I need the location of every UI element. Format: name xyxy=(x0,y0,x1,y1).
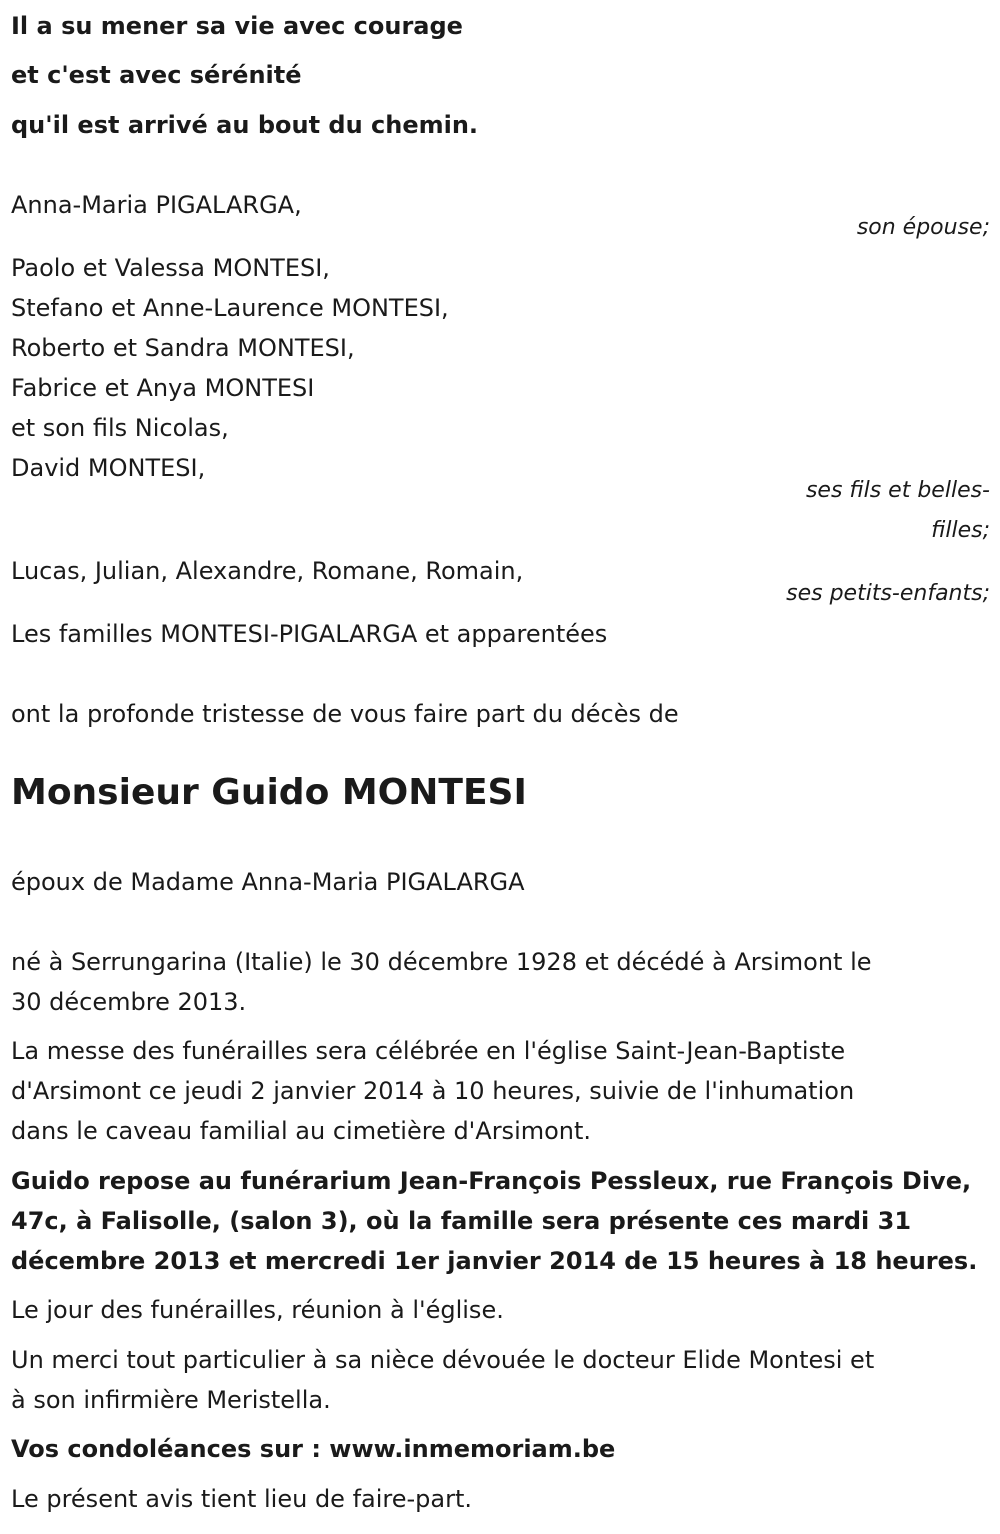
funeral-line-1: La messe des funérailles sera célébrée en l'église Saint-Jean-Baptiste xyxy=(11,1037,846,1065)
meeting-line: Le jour des funérailles, réunion à l'église. xyxy=(11,1296,504,1324)
child-line-3: Roberto et Sandra MONTESI, xyxy=(11,334,355,362)
birth-death-line-2: 30 décembre 2013. xyxy=(11,988,247,1016)
visitation-line-1: Guido repose au funérarium Jean-François Pessleux, rue François Dive, xyxy=(11,1167,972,1195)
child-line-6: David MONTESI, xyxy=(11,454,206,482)
announcement: ont la profonde tristesse de vous faire part du décès de xyxy=(11,700,679,728)
condolences-line: Vos condoléances sur : www.inmemoriam.be xyxy=(11,1435,616,1463)
child-line-1: Paolo et Valessa MONTESI, xyxy=(11,254,330,282)
spouse-name: Anna-Maria PIGALARGA, xyxy=(11,191,302,219)
grandchildren-role: ses petits-enfants; xyxy=(786,581,990,606)
child-line-2: Stefano et Anne-Laurence MONTESI, xyxy=(11,294,449,322)
birth-death-line-1: né à Serrungarina (Italie) le 30 décembre 1928 et décédé à Arsimont le xyxy=(11,948,872,976)
thanks-line-1: Un merci tout particulier à sa nièce dévouée le docteur Elide Montesi et xyxy=(11,1346,875,1374)
children-role-line-1: ses fils et belles- xyxy=(805,478,990,503)
visitation-line-3: décembre 2013 et mercredi 1er janvier 2014 de 15 heures à 18 heures. xyxy=(11,1247,978,1275)
thanks-line-2: à son infirmière Meristella. xyxy=(11,1386,331,1414)
funeral-line-3: dans le caveau familial au cimetière d'Arsimont. xyxy=(11,1117,592,1145)
spouse-role: son épouse; xyxy=(856,215,990,240)
verse-line-2: et c'est avec sérénité xyxy=(11,61,302,89)
visitation-line-2: 47c, à Falisolle, (salon 3), où la famille sera présente ces mardi 31 xyxy=(11,1207,912,1235)
children-role-line-2: filles; xyxy=(931,518,990,543)
verse-line-3: qu'il est arrivé au bout du chemin. xyxy=(11,111,479,139)
child-line-4: Fabrice et Anya MONTESI xyxy=(11,374,315,402)
funeral-line-2: d'Arsimont ce jeudi 2 janvier 2014 à 10 heures, suivie de l'inhumation xyxy=(11,1077,855,1105)
grandchildren-names: Lucas, Julian, Alexandre, Romane, Romain, xyxy=(11,557,524,585)
deceased-name: Monsieur Guido MONTESI xyxy=(11,772,527,813)
child-line-5: et son fils Nicolas, xyxy=(11,414,229,442)
families-line: Les familles MONTESI-PIGALARGA et apparentées xyxy=(11,620,608,648)
notice-line: Le présent avis tient lieu de faire-part. xyxy=(11,1485,473,1513)
verse-line-1: Il a su mener sa vie avec courage xyxy=(11,12,463,40)
spouse-of: époux de Madame Anna-Maria PIGALARGA xyxy=(11,868,525,896)
